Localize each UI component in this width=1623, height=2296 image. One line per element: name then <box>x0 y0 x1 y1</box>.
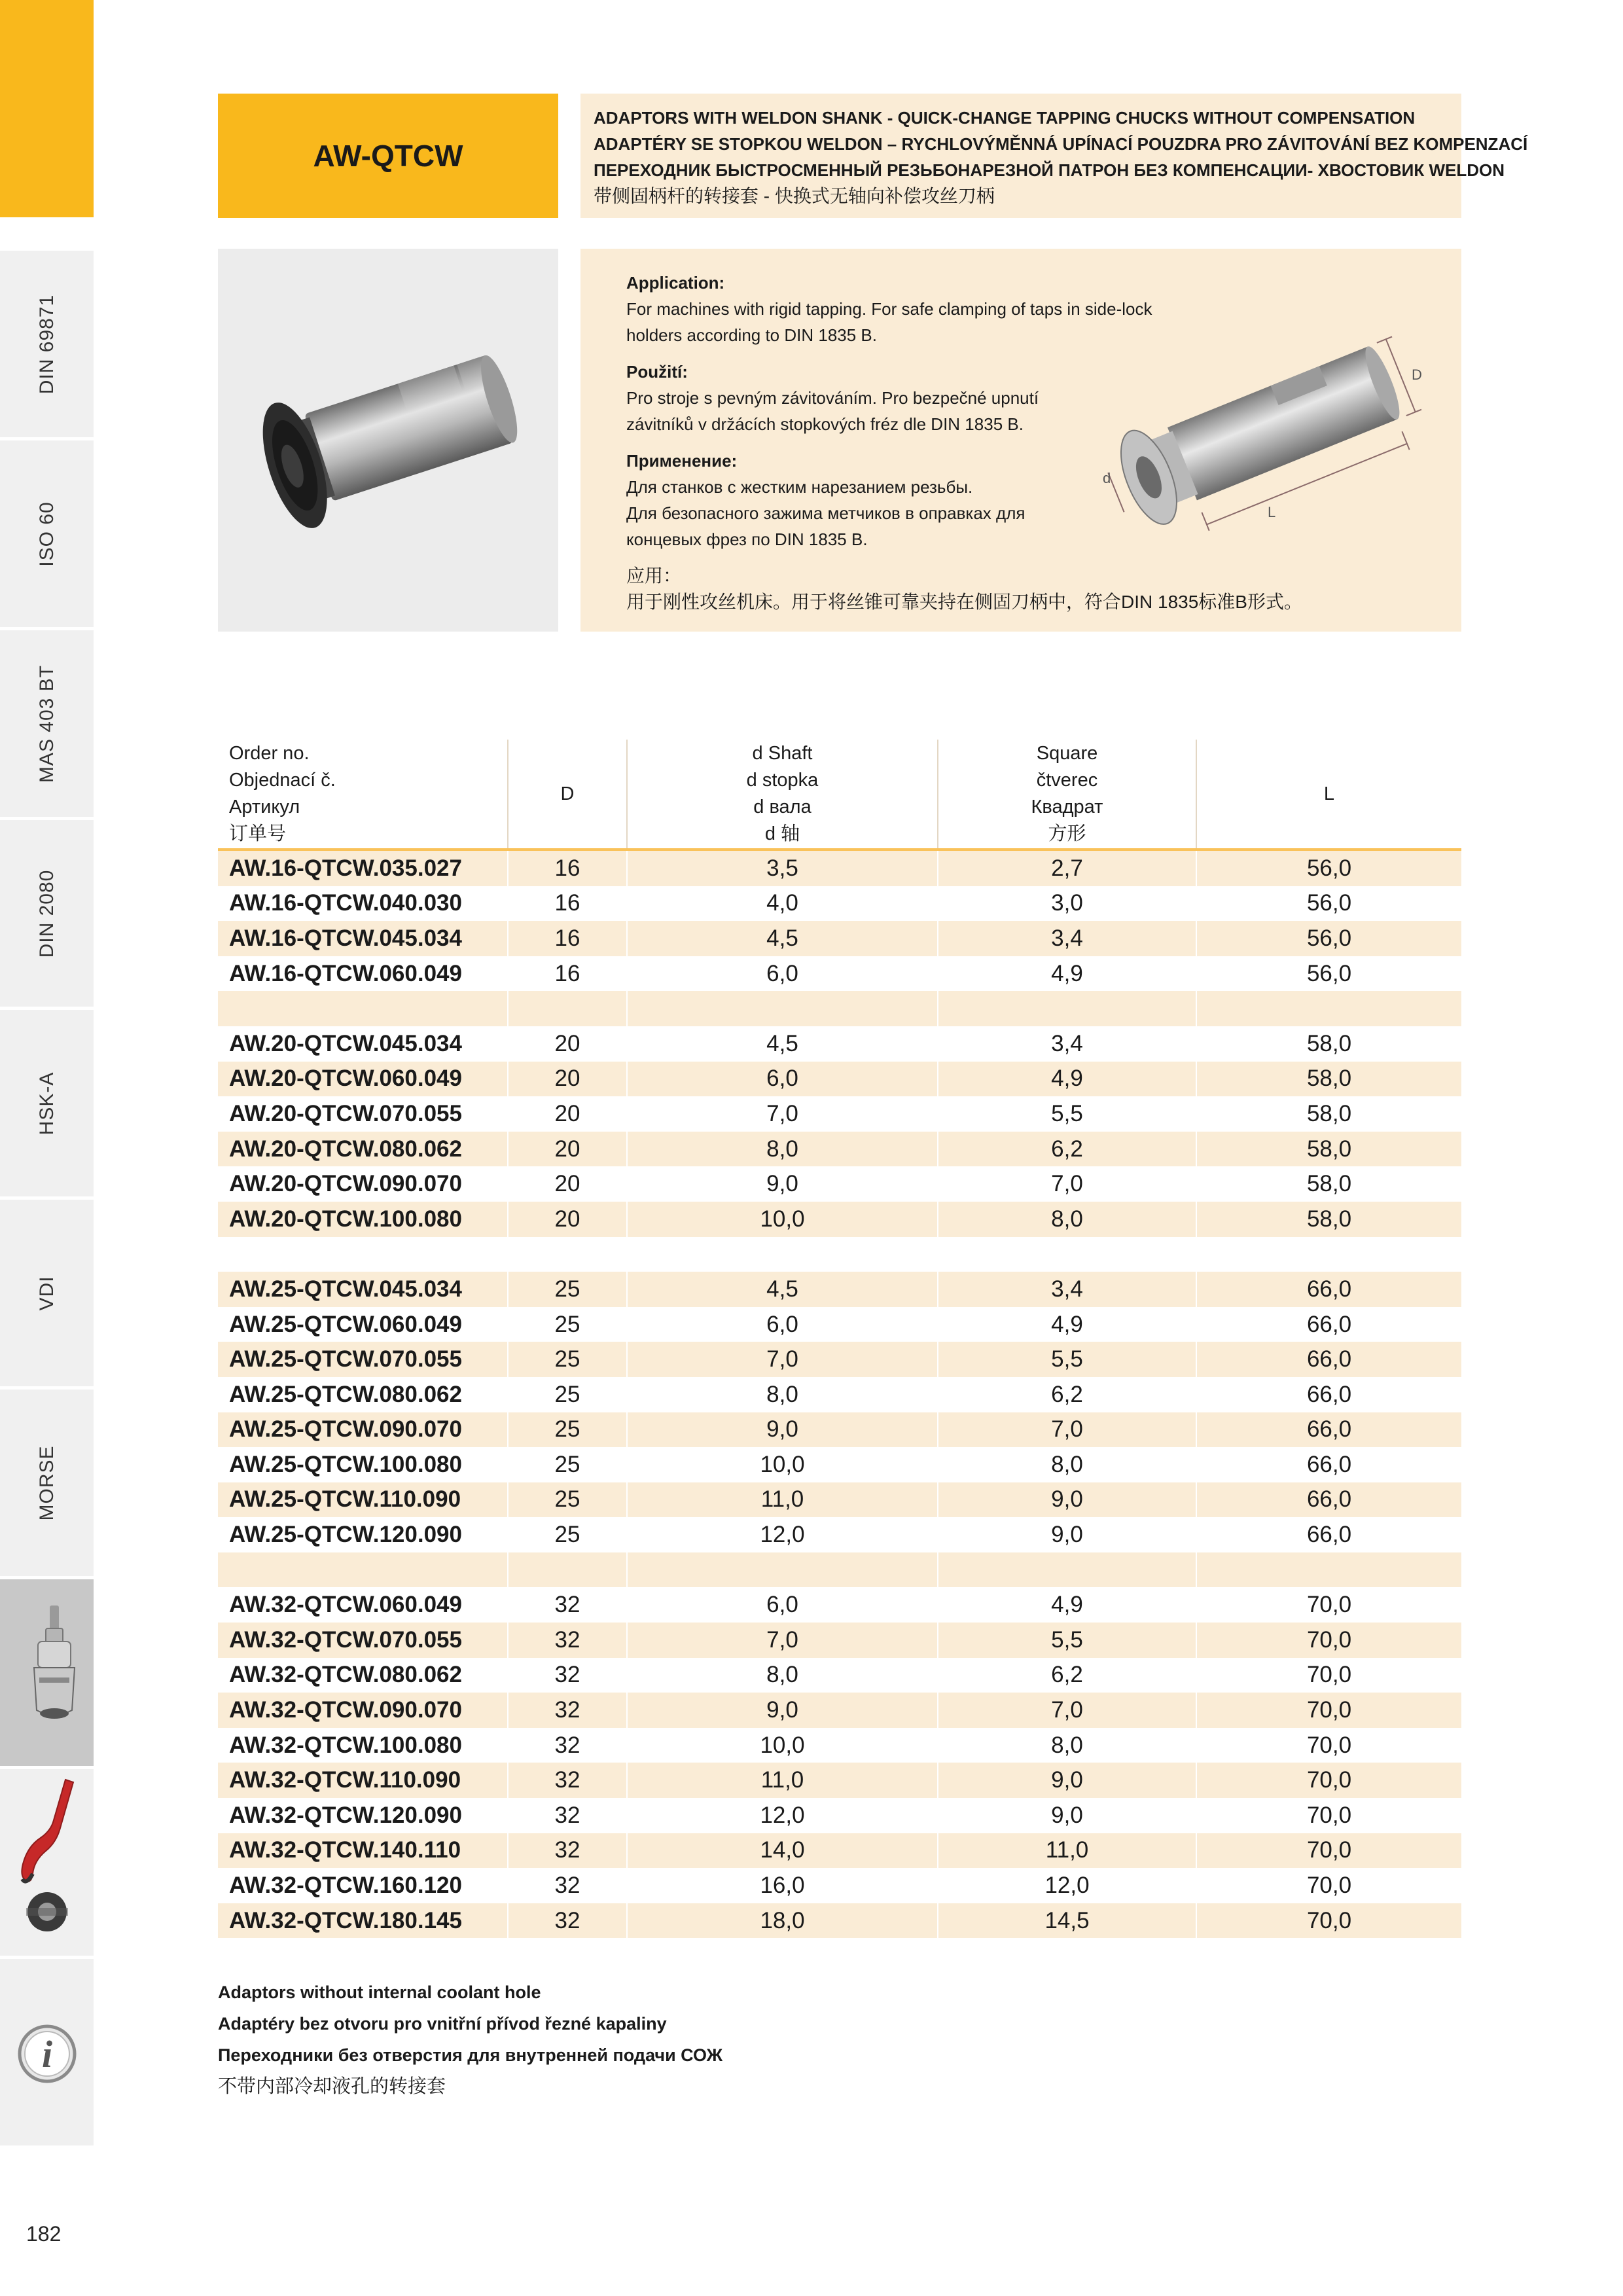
footnote-cz: Adaptéry bez otvoru pro vnitřní přívod řezné kapaliny <box>218 2014 667 2034</box>
cell-square: 12,0 <box>938 1868 1196 1903</box>
application-line: концевых фрез по DIN 1835 B. <box>626 529 868 549</box>
description-cz: ADAPTÉRY SE STOPKOU WELDON – RYCHLOVÝMĚNNÁ UPÍNACÍ POUZDRA PRO ZÁVITOVÁNÍ BEZ KOMPENZACÍ <box>594 134 1528 154</box>
cell-order-no: AW.32-QTCW.100.080 <box>218 1728 508 1763</box>
product-title: AW-QTCW <box>313 139 463 173</box>
cell-square: 3,4 <box>938 1272 1196 1307</box>
cell-order-no: AW.20-QTCW.090.070 <box>218 1166 508 1202</box>
cell-L: 70,0 <box>1196 1658 1461 1693</box>
cell-shaft: 10,0 <box>627 1202 938 1237</box>
hook-wrench-icon <box>0 1769 94 1959</box>
cell-shaft: 7,0 <box>627 1342 938 1377</box>
cell-D: 16 <box>508 850 627 886</box>
sidebar-tab-label: DIN 2080 <box>35 869 58 958</box>
sidebar-tab-vdi[interactable] <box>0 1196 94 1386</box>
cell-shaft: 6,0 <box>627 956 938 992</box>
header-square: Square čtverec Квадрат 方形 <box>938 740 1196 850</box>
cell-shaft: 4,5 <box>627 921 938 956</box>
table-row <box>218 1658 1461 1693</box>
sidebar-tab-hsk-a[interactable] <box>0 1007 94 1196</box>
product-title-box <box>218 94 558 218</box>
cell-order-no: AW.16-QTCW.040.030 <box>218 886 508 922</box>
application-line: Для безопасного зажима метчиков в оправках для <box>626 503 1026 523</box>
catalog-sidebar <box>0 0 94 2179</box>
cell-order-no: AW.20-QTCW.080.062 <box>218 1132 508 1167</box>
cell-D: 25 <box>508 1272 627 1307</box>
table-row <box>218 1026 1461 1062</box>
cell-L: 56,0 <box>1196 850 1461 886</box>
cell-order-no: AW.32-QTCW.060.049 <box>218 1587 508 1623</box>
cell-D: 20 <box>508 1166 627 1202</box>
sidebar-tab-din-69871[interactable] <box>0 247 94 437</box>
table-row <box>218 1342 1461 1377</box>
cell-L: 58,0 <box>1196 1062 1461 1097</box>
cell-order-no: AW.32-QTCW.070.055 <box>218 1623 508 1658</box>
cell-shaft: 11,0 <box>627 1763 938 1798</box>
cell-square: 4,9 <box>938 1307 1196 1342</box>
table-row <box>218 1412 1461 1448</box>
cell-square: 14,5 <box>938 1903 1196 1939</box>
cell-D: 20 <box>508 1062 627 1097</box>
cell-L: 66,0 <box>1196 1342 1461 1377</box>
cell-D: 16 <box>508 886 627 922</box>
cell-D: 32 <box>508 1903 627 1939</box>
cell-L: 66,0 <box>1196 1447 1461 1482</box>
footnote-zh: 不带内部冷却液孔的转接套 <box>218 2076 446 2097</box>
cell-shaft: 18,0 <box>627 1903 938 1939</box>
table-row <box>218 1062 1461 1097</box>
cell-shaft: 14,0 <box>627 1833 938 1869</box>
cell-order-no: AW.32-QTCW.140.110 <box>218 1833 508 1869</box>
table-row <box>218 1132 1461 1167</box>
header-shaft: d Shaft d stopka d вала d 轴 <box>627 740 938 850</box>
cell-order-no: AW.20-QTCW.045.034 <box>218 1026 508 1062</box>
cell-order-no: AW.25-QTCW.100.080 <box>218 1447 508 1482</box>
cell-shaft: 8,0 <box>627 1658 938 1693</box>
cell-shaft: 16,0 <box>627 1868 938 1903</box>
application-heading-cz: Použití: <box>626 362 688 382</box>
cell-shaft: 9,0 <box>627 1693 938 1728</box>
table-row <box>218 1833 1461 1869</box>
tapping-chuck-icon <box>0 1579 94 1769</box>
cell-L: 58,0 <box>1196 1026 1461 1062</box>
cell-square: 8,0 <box>938 1447 1196 1482</box>
dimension-label-L: L <box>1268 504 1276 520</box>
product-photo <box>218 249 558 632</box>
cell-square: 8,0 <box>938 1728 1196 1763</box>
cell-order-no: AW.16-QTCW.060.049 <box>218 956 508 992</box>
cell-L: 58,0 <box>1196 1132 1461 1167</box>
cell-L: 70,0 <box>1196 1728 1461 1763</box>
cell-square: 6,2 <box>938 1658 1196 1693</box>
table-group-spacer <box>218 991 1461 1026</box>
table-row <box>218 1868 1461 1903</box>
cell-D: 16 <box>508 956 627 992</box>
sidebar-tab-tapping-chucks[interactable] <box>0 1576 94 1766</box>
cell-order-no: AW.32-QTCW.080.062 <box>218 1658 508 1693</box>
application-panel <box>580 249 1461 632</box>
footnote <box>218 1977 722 2102</box>
application-line: For machines with rigid tapping. For safe clamping of taps in side-lock <box>626 299 1152 319</box>
table-row <box>218 1202 1461 1237</box>
table-row <box>218 1693 1461 1728</box>
cell-shaft: 8,0 <box>627 1132 938 1167</box>
table-row <box>218 1096 1461 1132</box>
application-heading-en: Application: <box>626 273 725 293</box>
table-row <box>218 1377 1461 1412</box>
cell-shaft: 6,0 <box>627 1307 938 1342</box>
cell-square: 7,0 <box>938 1693 1196 1728</box>
table-row <box>218 1166 1461 1202</box>
application-line: 用于刚性攻丝机床。用于将丝锥可靠夹持在侧固刀柄中，符合DIN 1835标准B形式。 <box>626 592 1302 612</box>
cell-D: 25 <box>508 1447 627 1482</box>
cell-square: 4,9 <box>938 1587 1196 1623</box>
cell-L: 70,0 <box>1196 1763 1461 1798</box>
cell-L: 56,0 <box>1196 886 1461 922</box>
description-ru: ПЕРЕХОДНИК БЫСТРОСМЕННЫЙ РЕЗЬБОНАРЕЗНОЙ ПАТРОН БЕЗ КОМПЕНСАЦИИ- ХВОСТОВИК WELDON <box>594 160 1505 180</box>
table-group-spacer <box>218 1552 1461 1588</box>
cell-order-no: AW.25-QTCW.090.070 <box>218 1412 508 1448</box>
cell-D: 32 <box>508 1868 627 1903</box>
sidebar-tab-label: MAS 403 BT <box>35 664 58 783</box>
cell-D: 25 <box>508 1307 627 1342</box>
cell-shaft: 4,0 <box>627 886 938 922</box>
cell-shaft: 3,5 <box>627 850 938 886</box>
cell-order-no: AW.32-QTCW.120.090 <box>218 1798 508 1833</box>
cell-L: 70,0 <box>1196 1623 1461 1658</box>
cell-L: 70,0 <box>1196 1693 1461 1728</box>
cell-square: 3,4 <box>938 1026 1196 1062</box>
sidebar-tab-information[interactable] <box>0 1956 94 2145</box>
table-row <box>218 1307 1461 1342</box>
cell-D: 20 <box>508 1202 627 1237</box>
page-number: 182 <box>26 2222 62 2246</box>
cell-D: 20 <box>508 1096 627 1132</box>
cell-shaft: 11,0 <box>627 1482 938 1518</box>
cell-order-no: AW.20-QTCW.070.055 <box>218 1096 508 1132</box>
cell-L: 58,0 <box>1196 1202 1461 1237</box>
application-line: Pro stroje s pevným závitováním. Pro bezpečné upnutí <box>626 388 1039 408</box>
cell-D: 32 <box>508 1833 627 1869</box>
cell-shaft: 12,0 <box>627 1517 938 1552</box>
cell-L: 66,0 <box>1196 1272 1461 1307</box>
description-en: ADAPTORS WITH WELDON SHANK - QUICK-CHANGE TAPPING CHUCKS WITHOUT COMPENSATION <box>594 108 1416 128</box>
cell-square: 9,0 <box>938 1798 1196 1833</box>
sidebar-tab-mas-403-bt[interactable] <box>0 627 94 817</box>
sidebar-accent-block <box>0 0 94 217</box>
cell-shaft: 4,5 <box>627 1272 938 1307</box>
cell-shaft: 4,5 <box>627 1026 938 1062</box>
cell-order-no: AW.25-QTCW.045.034 <box>218 1272 508 1307</box>
cell-square: 4,9 <box>938 956 1196 992</box>
product-description <box>580 94 1528 218</box>
cell-order-no: AW.32-QTCW.090.070 <box>218 1693 508 1728</box>
cell-square: 9,0 <box>938 1517 1196 1552</box>
cell-D: 25 <box>508 1517 627 1552</box>
cell-shaft: 12,0 <box>627 1798 938 1833</box>
sidebar-tab-din-2080[interactable] <box>0 817 94 1007</box>
adaptor-photo-illustration <box>218 249 558 632</box>
header-L: L <box>1196 740 1461 850</box>
cell-L: 58,0 <box>1196 1096 1461 1132</box>
cell-D: 32 <box>508 1798 627 1833</box>
footnote-ru: Переходники без отверстия для внутренней подачи СОЖ <box>218 2045 723 2065</box>
sidebar-tab-iso-60[interactable] <box>0 437 94 627</box>
table-row <box>218 921 1461 956</box>
cell-order-no: AW.20-QTCW.060.049 <box>218 1062 508 1097</box>
cell-L: 70,0 <box>1196 1587 1461 1623</box>
cell-L: 70,0 <box>1196 1798 1461 1833</box>
table-row <box>218 1903 1461 1939</box>
cell-L: 66,0 <box>1196 1517 1461 1552</box>
cell-D: 25 <box>508 1342 627 1377</box>
table-row <box>218 1798 1461 1833</box>
application-heading-ru: Применение: <box>626 451 738 471</box>
cell-shaft: 7,0 <box>627 1623 938 1658</box>
cell-shaft: 6,0 <box>627 1587 938 1623</box>
table-row <box>218 1447 1461 1482</box>
cell-order-no: AW.25-QTCW.060.049 <box>218 1307 508 1342</box>
table-row <box>218 1623 1461 1658</box>
cell-L: 66,0 <box>1196 1482 1461 1518</box>
cell-shaft: 6,0 <box>627 1062 938 1097</box>
table-body <box>218 850 1461 1938</box>
cell-square: 11,0 <box>938 1833 1196 1869</box>
cell-square: 8,0 <box>938 1202 1196 1237</box>
cell-D: 25 <box>508 1482 627 1518</box>
cell-square: 3,0 <box>938 886 1196 922</box>
cell-D: 32 <box>508 1587 627 1623</box>
sidebar-tab-morse[interactable] <box>0 1386 94 1576</box>
cell-D: 32 <box>508 1623 627 1658</box>
cell-shaft: 7,0 <box>627 1096 938 1132</box>
cell-L: 56,0 <box>1196 921 1461 956</box>
cell-L: 70,0 <box>1196 1903 1461 1939</box>
sidebar-tab-label: ISO 60 <box>35 501 58 567</box>
cell-order-no: AW.16-QTCW.035.027 <box>218 850 508 886</box>
description-zh: 带侧固柄杆的转接套 - 快换式无轴向补偿攻丝刀柄 <box>594 186 995 206</box>
sidebar-tab-label: DIN 69871 <box>35 294 58 394</box>
cell-order-no: AW.20-QTCW.100.080 <box>218 1202 508 1237</box>
cell-square: 9,0 <box>938 1482 1196 1518</box>
dimension-label-D: D <box>1412 367 1422 383</box>
product-table <box>218 740 1461 1938</box>
cell-shaft: 9,0 <box>627 1166 938 1202</box>
footnote-en: Adaptors without internal coolant hole <box>218 1982 541 2002</box>
cell-order-no: AW.32-QTCW.110.090 <box>218 1763 508 1798</box>
cell-shaft: 9,0 <box>627 1412 938 1448</box>
dimension-label-d: d <box>1103 470 1111 486</box>
table-row <box>218 1587 1461 1623</box>
sidebar-tab-label: HSK-A <box>35 1071 58 1135</box>
cell-square: 3,4 <box>938 921 1196 956</box>
cell-order-no: AW.25-QTCW.070.055 <box>218 1342 508 1377</box>
cell-D: 25 <box>508 1412 627 1448</box>
cell-square: 4,9 <box>938 1062 1196 1097</box>
cell-order-no: AW.32-QTCW.180.145 <box>218 1903 508 1939</box>
cell-L: 66,0 <box>1196 1377 1461 1412</box>
cell-square: 7,0 <box>938 1166 1196 1202</box>
info-icon <box>0 1959 94 2149</box>
table-row <box>218 886 1461 922</box>
cell-square: 6,2 <box>938 1132 1196 1167</box>
cell-shaft: 8,0 <box>627 1377 938 1412</box>
cell-square: 5,5 <box>938 1623 1196 1658</box>
cell-D: 20 <box>508 1132 627 1167</box>
sidebar-tab-label: MORSE <box>35 1444 58 1521</box>
application-heading-zh: 应用： <box>626 565 682 586</box>
application-line: závitníků v držácích stopkových fréz dle DIN 1835 B. <box>626 414 1024 434</box>
cell-D: 32 <box>508 1658 627 1693</box>
cell-L: 66,0 <box>1196 1307 1461 1342</box>
cell-L: 70,0 <box>1196 1868 1461 1903</box>
table-row <box>218 956 1461 992</box>
cell-order-no: AW.32-QTCW.160.120 <box>218 1868 508 1903</box>
cell-square: 7,0 <box>938 1412 1196 1448</box>
cell-D: 16 <box>508 921 627 956</box>
cell-L: 66,0 <box>1196 1412 1461 1448</box>
cell-square: 5,5 <box>938 1342 1196 1377</box>
sidebar-tab-label: VDI <box>35 1275 58 1311</box>
header-D: D <box>508 740 627 850</box>
table-row <box>218 1272 1461 1307</box>
sidebar-tab-accessories[interactable] <box>0 1766 94 1956</box>
table-row <box>218 1763 1461 1798</box>
table-row <box>218 1482 1461 1518</box>
table-group-spacer <box>218 1237 1461 1272</box>
table-header-row <box>218 740 1461 850</box>
cell-square: 6,2 <box>938 1377 1196 1412</box>
cell-order-no: AW.25-QTCW.080.062 <box>218 1377 508 1412</box>
application-line: Для станков с жестким нарезанием резьбы. <box>626 477 973 497</box>
cell-square: 9,0 <box>938 1763 1196 1798</box>
cell-D: 25 <box>508 1377 627 1412</box>
cell-order-no: AW.25-QTCW.110.090 <box>218 1482 508 1518</box>
cell-order-no: AW.16-QTCW.045.034 <box>218 921 508 956</box>
svg-text:i: i <box>41 2033 53 2075</box>
table-row <box>218 850 1461 886</box>
cell-D: 20 <box>508 1026 627 1062</box>
cell-L: 70,0 <box>1196 1833 1461 1869</box>
cell-order-no: AW.25-QTCW.120.090 <box>218 1517 508 1552</box>
cell-L: 56,0 <box>1196 956 1461 992</box>
table-row <box>218 1517 1461 1552</box>
cell-L: 58,0 <box>1196 1166 1461 1202</box>
cell-square: 2,7 <box>938 850 1196 886</box>
header-order-no: Order no. Objednací č. Артикул 订单号 <box>218 740 508 850</box>
dimension-diagram <box>1078 308 1444 556</box>
cell-shaft: 10,0 <box>627 1447 938 1482</box>
cell-square: 5,5 <box>938 1096 1196 1132</box>
cell-D: 32 <box>508 1728 627 1763</box>
cell-shaft: 10,0 <box>627 1728 938 1763</box>
table-row <box>218 1728 1461 1763</box>
cell-D: 32 <box>508 1693 627 1728</box>
application-line: holders according to DIN 1835 B. <box>626 325 877 345</box>
cell-D: 32 <box>508 1763 627 1798</box>
